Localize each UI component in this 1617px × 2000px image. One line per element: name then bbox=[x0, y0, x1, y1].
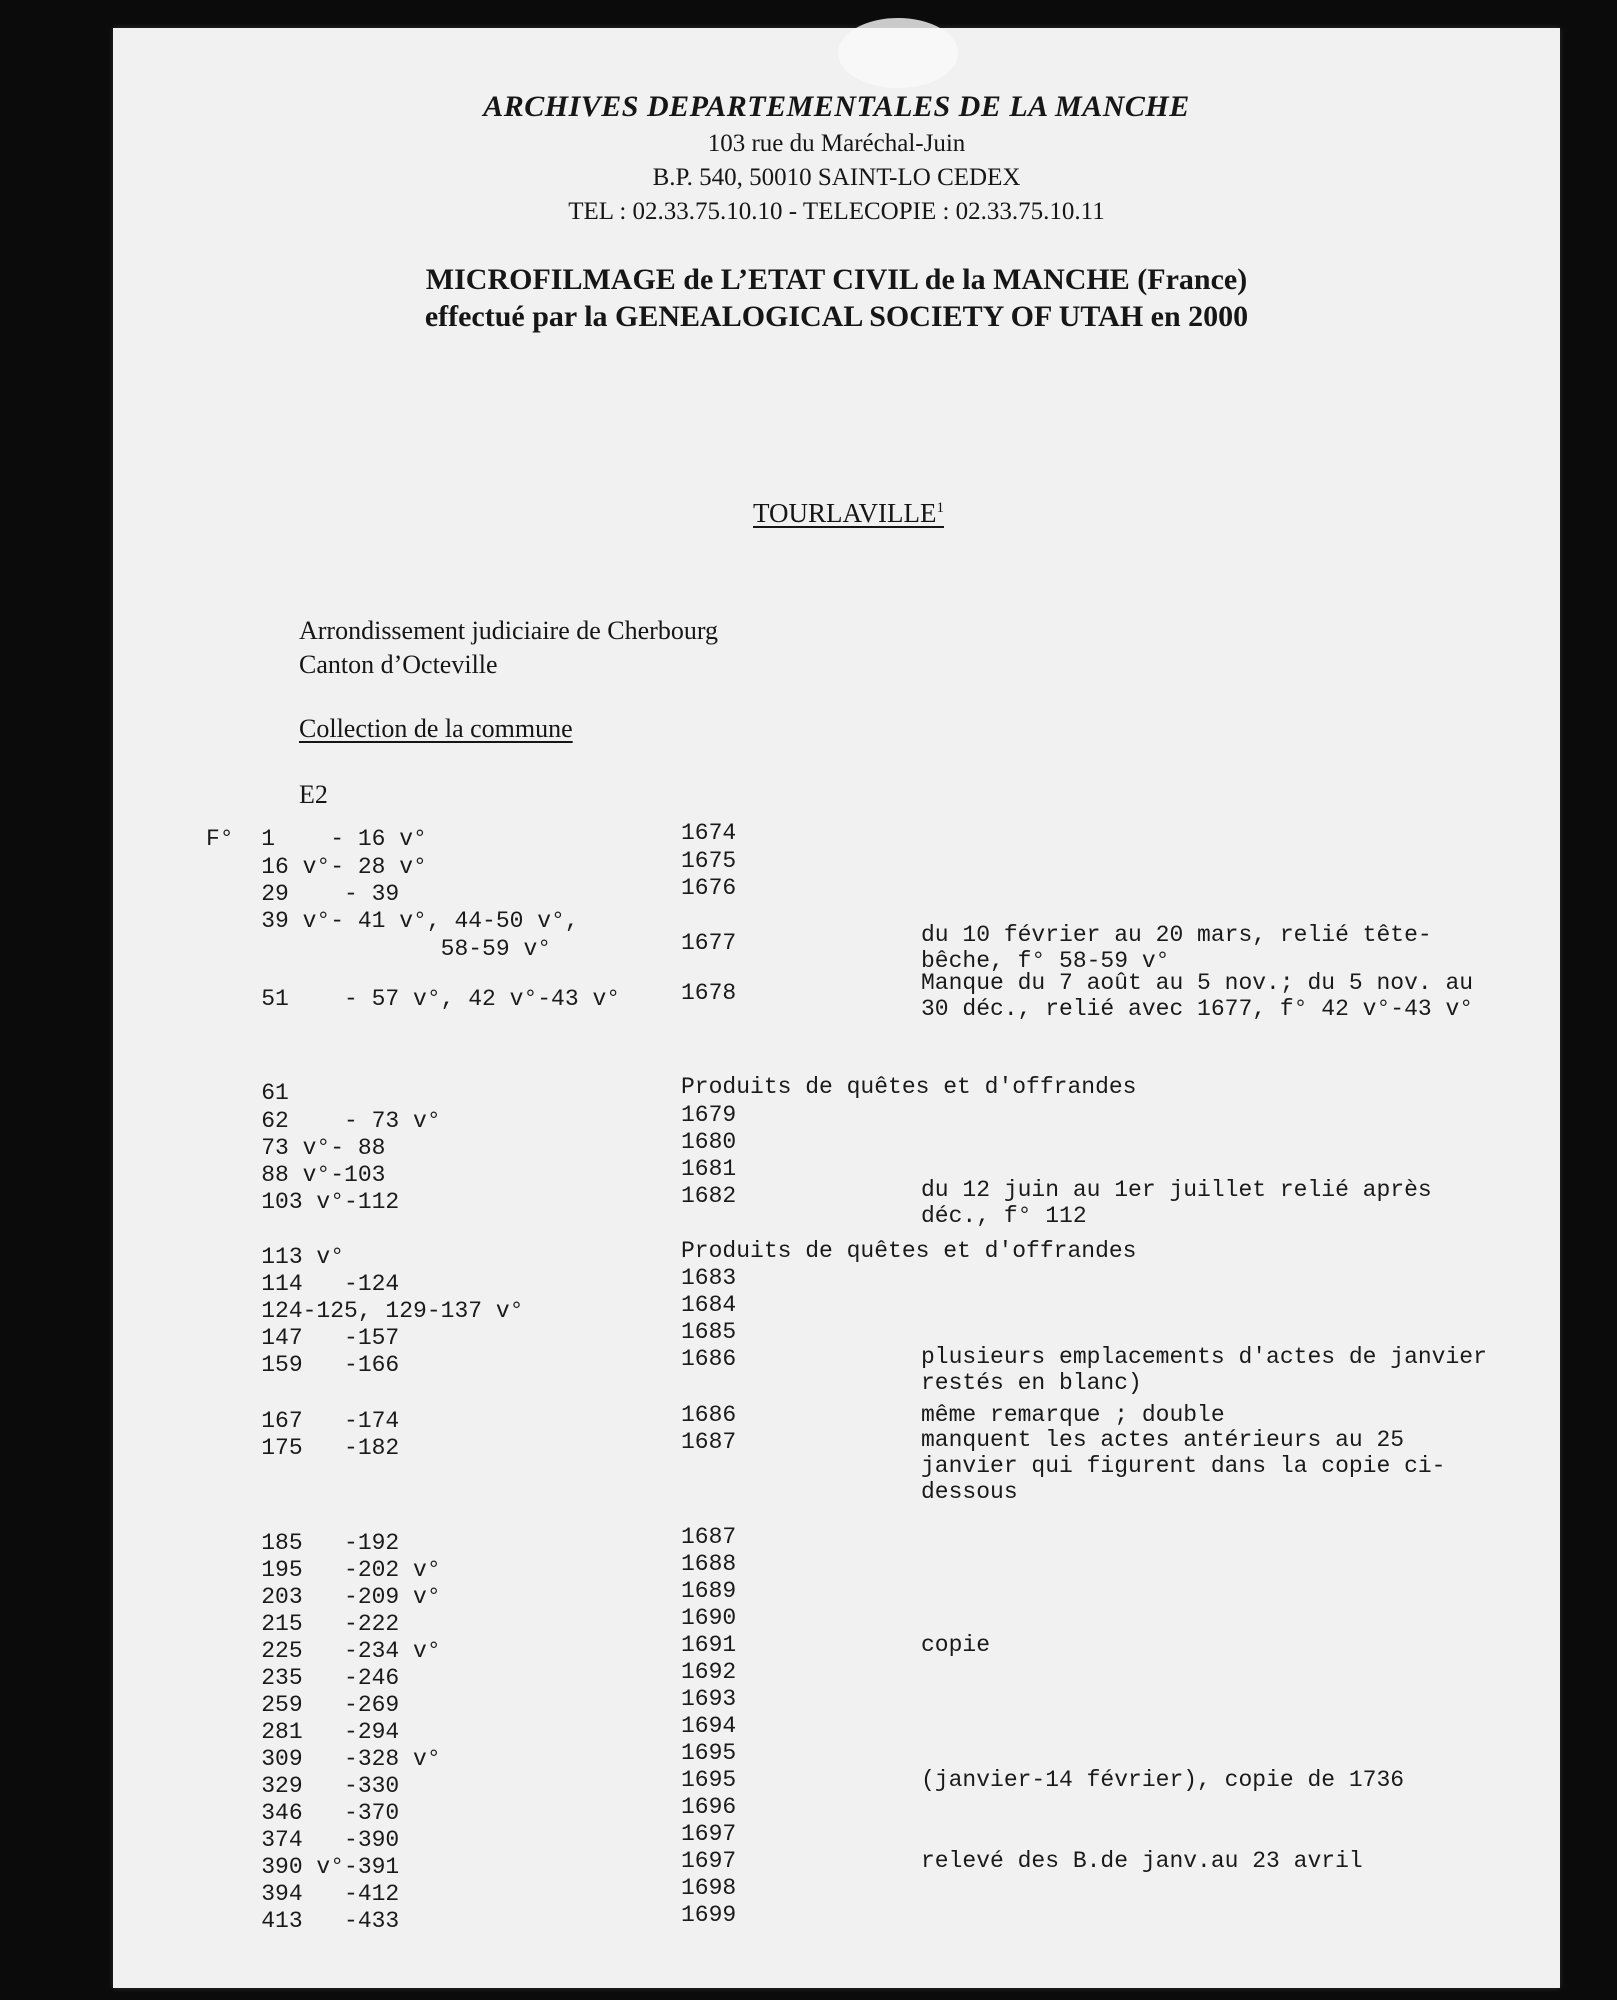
register-year: 1699 bbox=[681, 1902, 737, 1928]
folio-range: 215 -222 bbox=[206, 1611, 400, 1637]
folio-range: 29 - 39 bbox=[206, 881, 400, 907]
folio-range: 235 -246 bbox=[206, 1665, 400, 1691]
register-year: Produits de quêtes et d'offrandes bbox=[681, 1238, 1137, 1264]
folio-range: 39 v°- 41 v°, 44-50 v°, bbox=[206, 908, 579, 934]
folio-range: F° 1 - 16 v° bbox=[206, 826, 427, 852]
phone-line: TEL : 02.33.75.10.10 - TELECOPIE : 02.33.75.10.11 bbox=[568, 198, 1105, 225]
commune-name: TOURLAVILLE bbox=[753, 498, 937, 528]
address-line-2: B.P. 540, 50010 SAINT-LO CEDEX bbox=[652, 164, 1021, 191]
register-year: 1698 bbox=[681, 1875, 737, 1901]
folio-range: 167 -174 bbox=[206, 1408, 400, 1434]
folio-range: 259 -269 bbox=[206, 1692, 400, 1718]
register-note: manquent les actes antérieurs au 25 janvier qui figurent dans la copie ci-dessous bbox=[921, 1427, 1446, 1505]
series-code: E2 bbox=[299, 780, 328, 809]
register-year: 1688 bbox=[681, 1551, 737, 1577]
punch-hole bbox=[838, 18, 958, 88]
register-year: 1683 bbox=[681, 1265, 737, 1291]
microfilm-line-1: MICROFILMAGE de L’ETAT CIVIL de la MANCHE (France) bbox=[425, 263, 1248, 296]
register-year: 1697 bbox=[681, 1821, 737, 1847]
folio-range: 329 -330 bbox=[206, 1773, 400, 1799]
folio-range: 114 -124 bbox=[206, 1271, 400, 1297]
register-year: 1686 bbox=[681, 1346, 737, 1372]
folio-range: 309 -328 v° bbox=[206, 1746, 441, 1772]
register-year: 1692 bbox=[681, 1659, 737, 1685]
canton: Canton d’Octeville bbox=[299, 650, 498, 679]
folio-range: 16 v°- 28 v° bbox=[206, 854, 427, 880]
register-note: du 12 juin au 1er juillet relié après déc., f° 112 bbox=[921, 1177, 1432, 1229]
folio-range: 113 v° bbox=[206, 1244, 345, 1270]
register-year: 1686 bbox=[681, 1402, 737, 1428]
folio-range: 88 v°-103 bbox=[206, 1162, 386, 1188]
folio-range: 147 -157 bbox=[206, 1325, 400, 1351]
register-year: 1695 bbox=[681, 1740, 737, 1766]
register-year: 1690 bbox=[681, 1605, 737, 1631]
register-note: (janvier-14 février), copie de 1736 bbox=[921, 1767, 1405, 1793]
commune-title bbox=[753, 498, 944, 529]
folio-range: 58-59 v° bbox=[206, 936, 552, 962]
register-year: 1685 bbox=[681, 1319, 737, 1345]
register-year: 1687 bbox=[681, 1429, 737, 1455]
folio-range: 61 bbox=[206, 1080, 289, 1106]
register-year: 1674 bbox=[681, 820, 737, 846]
register-year: 1687 bbox=[681, 1524, 737, 1550]
register-year: 1696 bbox=[681, 1794, 737, 1820]
folio-range: 175 -182 bbox=[206, 1435, 400, 1461]
register-note: relevé des B.de janv.au 23 avril bbox=[921, 1848, 1363, 1874]
register-year: 1682 bbox=[681, 1183, 737, 1209]
folio-range: 185 -192 bbox=[206, 1530, 400, 1556]
register-note: du 10 février au 20 mars, relié tête-bêche, f° 58-59 v° bbox=[921, 922, 1432, 974]
microfilm-line-2: effectué par la GENEALOGICAL SOCIETY OF UTAH en 2000 bbox=[424, 300, 1249, 333]
folio-range: 195 -202 v° bbox=[206, 1557, 441, 1583]
folio-range: 413 -433 bbox=[206, 1908, 400, 1934]
register-note: plusieurs emplacements d'actes de janvier restés en blanc) bbox=[921, 1344, 1487, 1396]
register-year: 1695 bbox=[681, 1767, 737, 1793]
register-year: 1677 bbox=[681, 930, 737, 956]
register-note: Manque du 7 août au 5 nov.; du 5 nov. au 30 déc., relié avec 1677, f° 42 v°-43 v° bbox=[921, 970, 1474, 1022]
address-line-1: 103 rue du Maréchal-Juin bbox=[707, 130, 966, 157]
register-year: 1675 bbox=[681, 848, 737, 874]
register-note: même remarque ; double bbox=[921, 1402, 1225, 1428]
folio-range: 159 -166 bbox=[206, 1352, 400, 1378]
folio-range: 73 v°- 88 bbox=[206, 1135, 386, 1161]
folio-range: 390 v°-391 bbox=[206, 1854, 400, 1880]
register-year: Produits de quêtes et d'offrandes bbox=[681, 1074, 1137, 1100]
folio-range: 62 - 73 v° bbox=[206, 1108, 441, 1134]
register-year: 1693 bbox=[681, 1686, 737, 1712]
register-year: 1679 bbox=[681, 1102, 737, 1128]
register-note: copie bbox=[921, 1632, 991, 1658]
collection-heading: Collection de la commune bbox=[299, 714, 573, 743]
register-year: 1691 bbox=[681, 1632, 737, 1658]
register-year: 1689 bbox=[681, 1578, 737, 1604]
folio-range: 346 -370 bbox=[206, 1800, 400, 1826]
register-year: 1680 bbox=[681, 1129, 737, 1155]
register-year: 1676 bbox=[681, 875, 737, 901]
folio-range: 103 v°-112 bbox=[206, 1189, 400, 1215]
document-page bbox=[113, 28, 1560, 1988]
folio-range: 374 -390 bbox=[206, 1827, 400, 1853]
folio-range: 394 -412 bbox=[206, 1881, 400, 1907]
folio-range: 124-125, 129-137 v° bbox=[206, 1298, 524, 1324]
archives-title: ARCHIVES DEPARTEMENTALES DE LA MANCHE bbox=[483, 90, 1190, 123]
folio-range: 281 -294 bbox=[206, 1719, 400, 1745]
register-year: 1681 bbox=[681, 1156, 737, 1182]
register-year: 1694 bbox=[681, 1713, 737, 1739]
register-year: 1684 bbox=[681, 1292, 737, 1318]
arrondissement: Arrondissement judiciaire de Cherbourg bbox=[299, 616, 719, 645]
folio-range: 203 -209 v° bbox=[206, 1584, 441, 1610]
register-year: 1678 bbox=[681, 980, 737, 1006]
commune-footnote: 1 bbox=[936, 500, 944, 516]
register-year: 1697 bbox=[681, 1848, 737, 1874]
folio-range: 51 - 57 v°, 42 v°-43 v° bbox=[206, 986, 621, 1012]
folio-range: 225 -234 v° bbox=[206, 1638, 441, 1664]
